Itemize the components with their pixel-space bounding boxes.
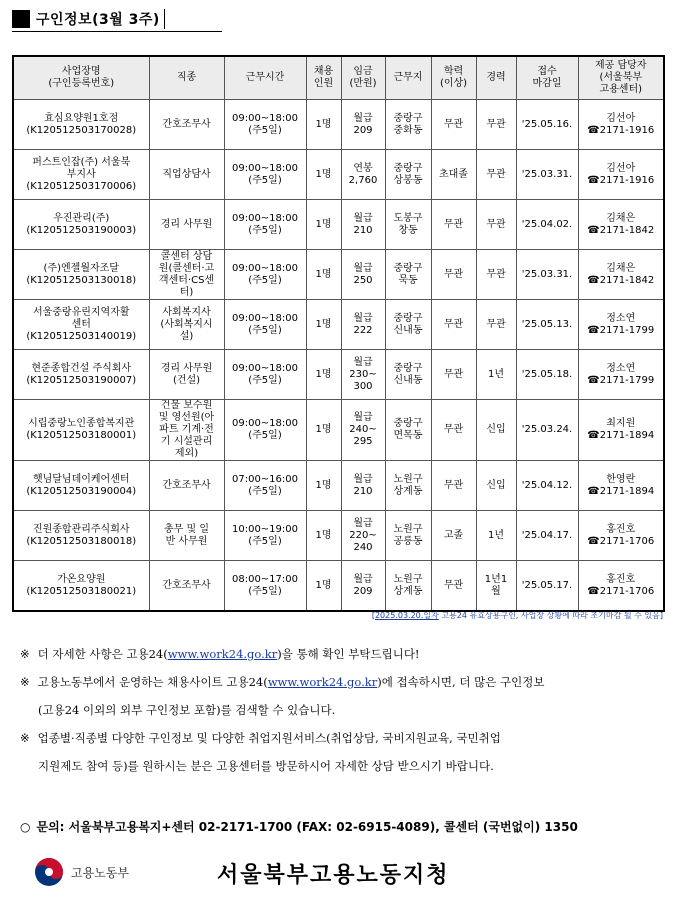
cell-wage: 월급 210 — [341, 200, 385, 250]
note-2-continued: (고용24 이외의 외부 구인정보 포함)를 검색할 수 있습니다. — [38, 703, 336, 717]
work24-link-2[interactable]: www.work24.go.kr — [267, 675, 378, 689]
column-header: 채용 인원 — [306, 56, 341, 100]
cell-contact — [578, 350, 664, 400]
cell-edu: 무관 — [431, 350, 476, 400]
contact-phone: ☎2171-1706 — [587, 585, 655, 597]
cell-count: 1명 — [306, 461, 341, 511]
cell-career: 신입 — [476, 461, 516, 511]
cell-contact — [578, 461, 664, 511]
cell-contact — [578, 250, 664, 300]
contact-name: 홍진호 — [606, 573, 636, 585]
cell-deadline: '25.05.17. — [516, 561, 578, 612]
cell-deadline: '25.04.02. — [516, 200, 578, 250]
cell-wage: 월급 240~ 295 — [341, 400, 385, 461]
cell-place: 노원구 상계동 — [385, 461, 431, 511]
title-underline — [12, 31, 222, 32]
note-3-line1: 업종별·직종별 다양한 구인정보 및 다양한 취업지원서비스(취업상담, 국비지원교육, 국민취업 — [37, 731, 501, 745]
cell-wage: 월급 230~ 300 — [341, 350, 385, 400]
cell-count: 1명 — [306, 511, 341, 561]
cell-hours: 07:00~16:00 (주5일) — [224, 461, 306, 511]
table-row — [13, 200, 664, 250]
cell-job: 간호조무사 — [149, 461, 224, 511]
contact-name: 한영란 — [606, 473, 636, 485]
taegeuk-icon — [33, 856, 65, 888]
contact-phone: ☎2171-1916 — [587, 174, 655, 186]
cell-career: 1년 — [476, 350, 516, 400]
contact-name: 최지원 — [606, 418, 636, 429]
cell-edu: 무관 — [431, 400, 476, 461]
cell-count: 1명 — [306, 150, 341, 200]
table-row — [13, 300, 664, 350]
cell-wage: 월급 220~ 240 — [341, 511, 385, 561]
contact-phone: ☎2171-1916 — [587, 124, 655, 136]
cell-edu: 무관 — [431, 100, 476, 150]
contact-name: 정소연 — [606, 312, 636, 324]
cell-contact — [578, 400, 664, 461]
cell-career: 1년 — [476, 511, 516, 561]
contact-phone: ☎2171-1842 — [587, 274, 655, 286]
cell-company: 가온요양원 (K120512503180021) — [13, 561, 149, 612]
note-mark: ※ — [20, 731, 30, 745]
cell-wage: 월급 209 — [341, 561, 385, 612]
cell-count: 1명 — [306, 561, 341, 612]
cell-company: 우진관리(주) (K120512503190003) — [13, 200, 149, 250]
cell-hours: 09:00~18:00 (주5일) — [224, 400, 306, 461]
contact-name: 홍진호 — [606, 523, 636, 535]
cell-contact — [578, 200, 664, 250]
note-mark: ※ — [20, 675, 30, 689]
note-1-after: )을 통해 확인 부탁드립니다! — [277, 647, 420, 661]
cell-place: 노원구 상계동 — [385, 561, 431, 612]
cell-job: 콜센터 상담 원(콜센터·고 객센터·CS센 터) — [149, 250, 224, 300]
note-3-continued: 지원제도 참여 등)를 원하시는 분은 고용센터를 방문하시어 자세한 상담 받으시기 바랍니다. — [38, 759, 494, 773]
contact-phone: ☎2171-1894 — [587, 430, 655, 441]
column-header: 경력 — [476, 56, 516, 100]
contact-name: 김선아 — [606, 112, 636, 124]
contact-name: 김채은 — [606, 212, 636, 224]
logo-text: 고용노동부 — [71, 865, 129, 880]
cell-career: 무관 — [476, 100, 516, 150]
note-3 — [20, 724, 665, 752]
table-row — [13, 561, 664, 612]
cell-place: 중랑구 중화동 — [385, 100, 431, 150]
cell-wage: 연봉 2,760 — [341, 150, 385, 200]
contact-phone: ☎2171-1799 — [587, 324, 655, 336]
title-square-icon — [12, 10, 30, 28]
job-table — [12, 55, 665, 612]
cell-hours: 10:00~19:00 (주5일) — [224, 511, 306, 561]
cell-count: 1명 — [306, 350, 341, 400]
cell-hours: 09:00~18:00 (주5일) — [224, 300, 306, 350]
cell-career: 무관 — [476, 250, 516, 300]
page-title: 구인정보(3월 3주) — [36, 9, 165, 29]
cell-career: 무관 — [476, 300, 516, 350]
cell-career: 무관 — [476, 150, 516, 200]
cell-edu: 초대졸 — [431, 150, 476, 200]
ministry-logo — [33, 856, 129, 888]
cell-hours: 09:00~18:00 (주5일) — [224, 150, 306, 200]
cell-count: 1명 — [306, 400, 341, 461]
cell-deadline: '25.04.17. — [516, 511, 578, 561]
cell-career: 1년1 월 — [476, 561, 516, 612]
cell-count: 1명 — [306, 250, 341, 300]
footnote-date: 2025.03.20.일자 — [374, 611, 439, 620]
cell-edu: 무관 — [431, 200, 476, 250]
cell-job: 총무 및 일 반 사무원 — [149, 511, 224, 561]
cell-place: 중랑구 상봉동 — [385, 150, 431, 200]
contact-phone: ☎2171-1842 — [587, 224, 655, 236]
table-row — [13, 400, 664, 461]
cell-contact — [578, 300, 664, 350]
cell-hours: 08:00~17:00 (주5일) — [224, 561, 306, 612]
cell-job: 건물 보수원 및 영선원(아 파트 기계·전 기 시설관리 제외) — [149, 400, 224, 461]
cell-company: 서울중랑유린지역자활 센터 (K120512503140019) — [13, 300, 149, 350]
cell-edu: 고졸 — [431, 511, 476, 561]
cell-contact — [578, 511, 664, 561]
footnote: [2025.03.20.일자 고용24 유효상용구인, 사업장 상황에 따라 조기마감 될 수 있음] — [371, 611, 663, 620]
cell-contact — [578, 561, 664, 612]
cell-count: 1명 — [306, 200, 341, 250]
cell-job: 직업상담사 — [149, 150, 224, 200]
contact-name: 김선아 — [606, 162, 636, 174]
note-1-before: 더 자세한 사항은 고용24( — [37, 647, 168, 661]
cell-company: 진원종합관리주식회사 (K120512503180018) — [13, 511, 149, 561]
cell-company: 효심요양원1호점 (K120512503170028) — [13, 100, 149, 150]
cell-deadline: '25.04.12. — [516, 461, 578, 511]
cell-career: 신입 — [476, 400, 516, 461]
notes-section — [20, 640, 665, 780]
cell-wage: 월급 222 — [341, 300, 385, 350]
note-mark: ※ — [20, 647, 30, 661]
column-header: 사업장명 (구인등록번호) — [13, 56, 149, 100]
cell-edu: 무관 — [431, 250, 476, 300]
cell-hours: 09:00~18:00 (주5일) — [224, 200, 306, 250]
cell-place: 중랑구 신내동 — [385, 350, 431, 400]
cell-count: 1명 — [306, 100, 341, 150]
header-row — [13, 56, 664, 100]
note-1 — [20, 640, 665, 668]
cell-deadline: '25.05.16. — [516, 100, 578, 150]
cell-deadline: '25.03.24. — [516, 400, 578, 461]
table-body — [13, 100, 664, 612]
footnote-text: 고용24 유효상용구인, 사업장 상황에 따라 조기마감 될 수 있음 — [438, 611, 660, 620]
circle-bullet-icon: ○ — [20, 820, 31, 834]
cell-company: 현준종합건설 주식회사 (K120512503190007) — [13, 350, 149, 400]
cell-count: 1명 — [306, 300, 341, 350]
page-header — [12, 8, 165, 30]
contact-name: 김채은 — [606, 262, 636, 274]
note-2 — [20, 668, 665, 696]
cell-place: 노원구 공릉동 — [385, 511, 431, 561]
cell-deadline: '25.05.18. — [516, 350, 578, 400]
column-header: 임금 (만원) — [341, 56, 385, 100]
table-row — [13, 461, 664, 511]
cell-career: 무관 — [476, 200, 516, 250]
cell-place: 중랑구 면목동 — [385, 400, 431, 461]
column-header: 근무지 — [385, 56, 431, 100]
note-2-after: )에 접속하시면, 더 많은 구인정보 — [377, 675, 545, 689]
cell-wage: 월급 210 — [341, 461, 385, 511]
cell-place: 중랑구 묵동 — [385, 250, 431, 300]
table-row — [13, 150, 664, 200]
contact-phone: ☎2171-1706 — [587, 535, 655, 547]
column-header: 접수 마감일 — [516, 56, 578, 100]
cell-hours: 09:00~18:00 (주5일) — [224, 250, 306, 300]
cell-deadline: '25.05.13. — [516, 300, 578, 350]
table-row — [13, 511, 664, 561]
cell-job: 경리 사무원 (건설) — [149, 350, 224, 400]
cell-company: 햇님달님데이케어센터 (K120512503190004) — [13, 461, 149, 511]
cell-hours: 09:00~18:00 (주5일) — [224, 100, 306, 150]
cell-wage: 월급 209 — [341, 100, 385, 150]
cell-hours: 09:00~18:00 (주5일) — [224, 350, 306, 400]
office-name: 서울북부고용노동지청 — [217, 863, 450, 888]
column-header: 직종 — [149, 56, 224, 100]
inquiry-text: 문의: 서울북부고용복지+센터 02-2171-1700 (FAX: 02-6915-4089), 콜센터 (국번없이) 1350 — [36, 820, 578, 834]
cell-edu: 무관 — [431, 561, 476, 612]
cell-job: 사회복지사 (사회복지시 설) — [149, 300, 224, 350]
column-header: 학력 (이상) — [431, 56, 476, 100]
contact-phone: ☎2171-1894 — [587, 485, 655, 497]
table-row — [13, 100, 664, 150]
work24-link[interactable]: www.work24.go.kr — [167, 647, 278, 661]
cell-edu: 무관 — [431, 300, 476, 350]
cell-job: 간호조무사 — [149, 100, 224, 150]
cell-deadline: '25.03.31. — [516, 150, 578, 200]
note-2-before: 고용노동부에서 운영하는 채용사이트 고용24( — [37, 675, 268, 689]
cell-contact — [578, 150, 664, 200]
cell-job: 경리 사무원 — [149, 200, 224, 250]
inquiry-line — [20, 818, 578, 835]
cell-wage: 월급 250 — [341, 250, 385, 300]
column-header: 근무시간 — [224, 56, 306, 100]
cell-company: 시립중랑노인종합복지관 (K120512503180001) — [13, 400, 149, 461]
cell-place: 중랑구 신내동 — [385, 300, 431, 350]
cell-contact — [578, 100, 664, 150]
cell-place: 도봉구 창동 — [385, 200, 431, 250]
contact-phone: ☎2171-1799 — [587, 374, 655, 386]
table-row — [13, 350, 664, 400]
cell-deadline: '25.03.31. — [516, 250, 578, 300]
contact-name: 정소연 — [606, 362, 636, 374]
cell-company: 퍼스트인잡(주) 서울북 부지사 (K120512503170006) — [13, 150, 149, 200]
cell-edu: 무관 — [431, 461, 476, 511]
cell-job: 간호조무사 — [149, 561, 224, 612]
column-header: 제공 담당자 (서울북부 고용센터) — [578, 56, 664, 100]
table-row — [13, 250, 664, 300]
table-header — [13, 56, 664, 100]
cell-company: (주)엔젤월자조달 (K120512503130018) — [13, 250, 149, 300]
